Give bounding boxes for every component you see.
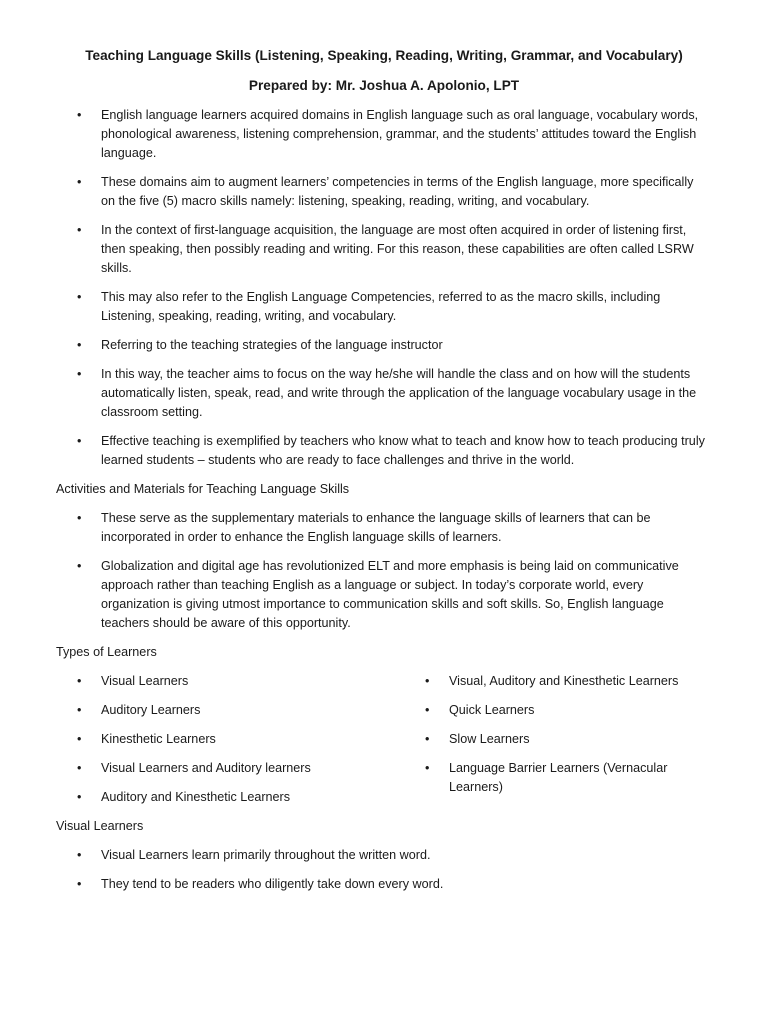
list-item: • In this way, the teacher aims to focus on the way he/she will handle the class and on how will the students automatically listen, speak, read, and write through the application of the language vocabulary usage in the classroom setting. — [77, 367, 697, 419]
bullet-icon: • — [77, 290, 82, 304]
types-heading: Types of Learners — [56, 645, 157, 659]
list-item: • Referring to the teaching strategies of the language instructor — [0, 336, 768, 355]
types-right-list — [0, 672, 708, 797]
list-item: • Language Barrier Learners (Vernacular Learners) — [425, 761, 668, 794]
bullet-icon: • — [77, 108, 82, 122]
bullet-icon: • — [425, 703, 430, 717]
bullet-icon: • — [77, 367, 82, 381]
bullet-icon: • — [77, 175, 82, 189]
intro-bullet-list — [0, 106, 768, 470]
visual-learners-heading: Visual Learners — [56, 819, 144, 833]
list-item: • In the context of first-language acquisition, the language are most often acquired in order of listening first, then speaking, then possibly reading and writing. For this reason, these capabilities are often called LSRW skills. — [77, 223, 694, 275]
list-item: • Auditory and Kinesthetic Learners — [0, 788, 348, 807]
list-item: • Globalization and digital age has revolutionized ELT and more emphasis is being laid on communicative approach rather than teaching English as a language or subject. In today’s corporate world, every organization is giving utmost importance to communication skills and soft skills. So, English language teachers should be aware of this opportunity. — [77, 559, 679, 630]
visual-learners-list — [0, 846, 768, 894]
list-item: • Quick Learners — [0, 701, 708, 720]
bullet-icon: • — [77, 338, 82, 352]
bullet-icon: • — [77, 674, 82, 688]
list-item: • Auditory Learners — [0, 701, 348, 720]
activities-heading: Activities and Materials for Teaching Language Skills — [56, 482, 350, 496]
activities-bullet-list — [0, 509, 768, 633]
bullet-icon: • — [77, 877, 82, 891]
bullet-icon: • — [77, 848, 82, 862]
list-item: • Visual, Auditory and Kinesthetic Learners — [0, 672, 708, 691]
bullet-icon: • — [77, 761, 82, 775]
bullet-icon: • — [77, 790, 82, 804]
bullet-icon: • — [77, 732, 82, 746]
bullet-icon: • — [425, 732, 430, 746]
list-item: • English language learners acquired domains in English language such as oral language, vocabulary words, phonological awareness, listening comprehension, grammar, and the students’ attitudes toward the English language. — [77, 108, 699, 160]
bullet-icon: • — [425, 674, 430, 688]
bullet-icon: • — [77, 223, 82, 237]
list-item: • Kinesthetic Learners — [0, 730, 348, 749]
list-item: • Visual Learners — [0, 672, 348, 691]
bullet-icon: • — [425, 761, 430, 775]
document-author: Prepared by: Mr. Joshua A. Apolonio, LPT — [248, 78, 520, 93]
list-item: • Effective teaching is exemplified by teachers who know what to teach and know how to teach producing truly learned students – students who are ready to face challenges and thrive in the world. — [77, 434, 705, 467]
bullet-icon: • — [77, 511, 82, 525]
types-columns — [0, 662, 768, 807]
bullet-icon: • — [77, 703, 82, 717]
list-item: • These serve as the supplementary materials to enhance the language skills of learners that can be incorporated in order to enhance the English language skills of learners. — [77, 511, 651, 544]
document-title: Teaching Language Skills (Listening, Speaking, Reading, Writing, Grammar, and Vocabulary) — [85, 48, 683, 63]
list-item: • Visual Learners learn primarily throughout the written word. — [0, 846, 768, 865]
bullet-icon: • — [77, 434, 82, 448]
list-item: • Slow Learners — [0, 730, 708, 749]
types-right-column — [348, 662, 708, 807]
list-item: • They tend to be readers who diligently take down every word. — [0, 875, 768, 894]
list-item: • These domains aim to augment learners’ competencies in terms of the English language, more specifically on the five (5) macro skills namely: listening, speaking, reading, writing, and vocabulary. — [77, 175, 694, 208]
list-item: • Visual Learners and Auditory learners — [0, 759, 348, 778]
bullet-icon: • — [77, 559, 82, 573]
list-item: • This may also refer to the English Language Competencies, referred to as the macro skills, including Listening, speaking, reading, writing, and vocabulary. — [77, 290, 661, 323]
